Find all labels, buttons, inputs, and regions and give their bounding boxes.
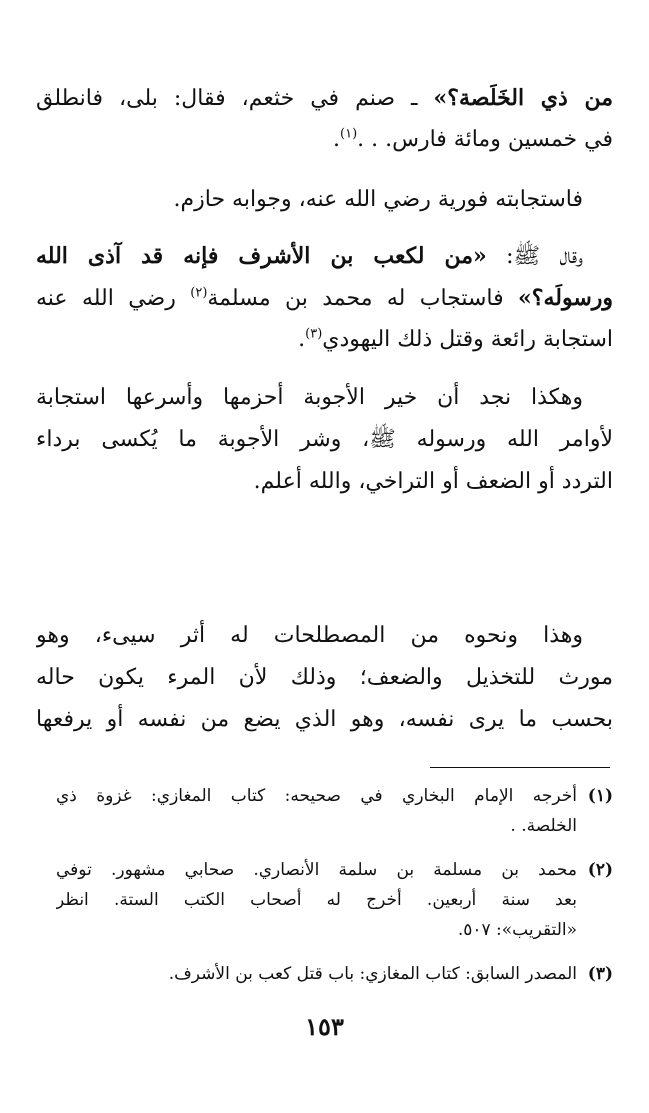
hadith-quote: ورسولَه؟» [518, 285, 613, 311]
body-text: التردد أو الضعف أو التراخي، والله أعلم. [253, 469, 613, 494]
body-text: وقال ﷺ: [486, 244, 583, 269]
body-line [36, 80, 613, 116]
body-text: استجابة رائعة وقتل ذلك اليهودي [322, 327, 613, 352]
footnote-line: أخرجه الإمام البخاري في صحيحه: كتاب المغازي: غزوة ذي [56, 786, 577, 806]
footnote-line: محمد بن مسلمة بن سلمة الأنصاري. صحابي مشهور. توفي [56, 860, 577, 880]
body-text: وهذا ونحوه من المصطلحات له أثر سيىء، وهو [36, 623, 583, 648]
footnote-separator [430, 767, 610, 768]
section-heading [36, 564, 613, 600]
footnote-number: (١) [587, 786, 613, 806]
body-text: في خمسين ومائة فارس. . . [357, 127, 613, 152]
body-line [36, 238, 583, 274]
body-line [36, 422, 613, 458]
hadith-quote: «من لكعب بن الأشرف فإنه قد آذى الله [36, 243, 487, 269]
body-line [36, 122, 613, 158]
body-line [36, 280, 613, 316]
body-text: بحسب ما يرى نفسه، وهو الذي يضع من نفسه أو يرفعها [36, 707, 613, 732]
body-line [36, 618, 583, 654]
body-line [36, 380, 583, 416]
footnote-line: «التقريب»: ٥٠٧. [457, 920, 577, 940]
footnote-ref: (١) [340, 126, 358, 142]
body-text: لأوامر الله ورسوله ﷺ، وشر الأجوبة ما يُكسى برداء [36, 427, 613, 452]
body-text: وهكذا نجد أن خير الأجوبة أحزمها وأسرعها استجابة [36, 385, 583, 410]
body-line [36, 322, 613, 358]
body-text: . [333, 127, 340, 152]
quoted-question: من ذي الخَلَصة؟» [433, 85, 613, 111]
body-line [36, 702, 613, 738]
section-heading [36, 522, 613, 558]
footnote-number: (٢) [587, 860, 613, 880]
footnote-ref: (٢) [190, 285, 208, 301]
body-text: . [298, 327, 306, 352]
footnote-line: المصدر السابق: كتاب المغازي: باب قتل كعب بن الأشرف. [168, 964, 577, 984]
body-text: فاستجابته فورية رضي الله عنه، وجوابه حازم. [173, 187, 583, 212]
body-text: ـ صنم في خثعم، فقال: بلى، فانطلق [36, 86, 434, 111]
footnote-ref: (٣) [305, 326, 323, 342]
footnote-line: بعد سنة أربعين. أخرج له أصحاب الكتب الستة. انظر [56, 890, 577, 910]
page-number: ١٥٣ [305, 1012, 344, 1041]
body-text: رضي الله عنه [36, 286, 191, 311]
body-line [36, 464, 613, 500]
body-text: فاستجاب له محمد بن مسلمة [207, 286, 519, 311]
body-line [36, 660, 613, 696]
body-line [36, 182, 583, 218]
footnote-line: الخلصة. . [510, 816, 577, 836]
body-text: مورث للتخذيل والضعف؛ وذلك لأن المرء يكون حاله [36, 665, 613, 690]
footnote-number: (٣) [587, 964, 613, 984]
